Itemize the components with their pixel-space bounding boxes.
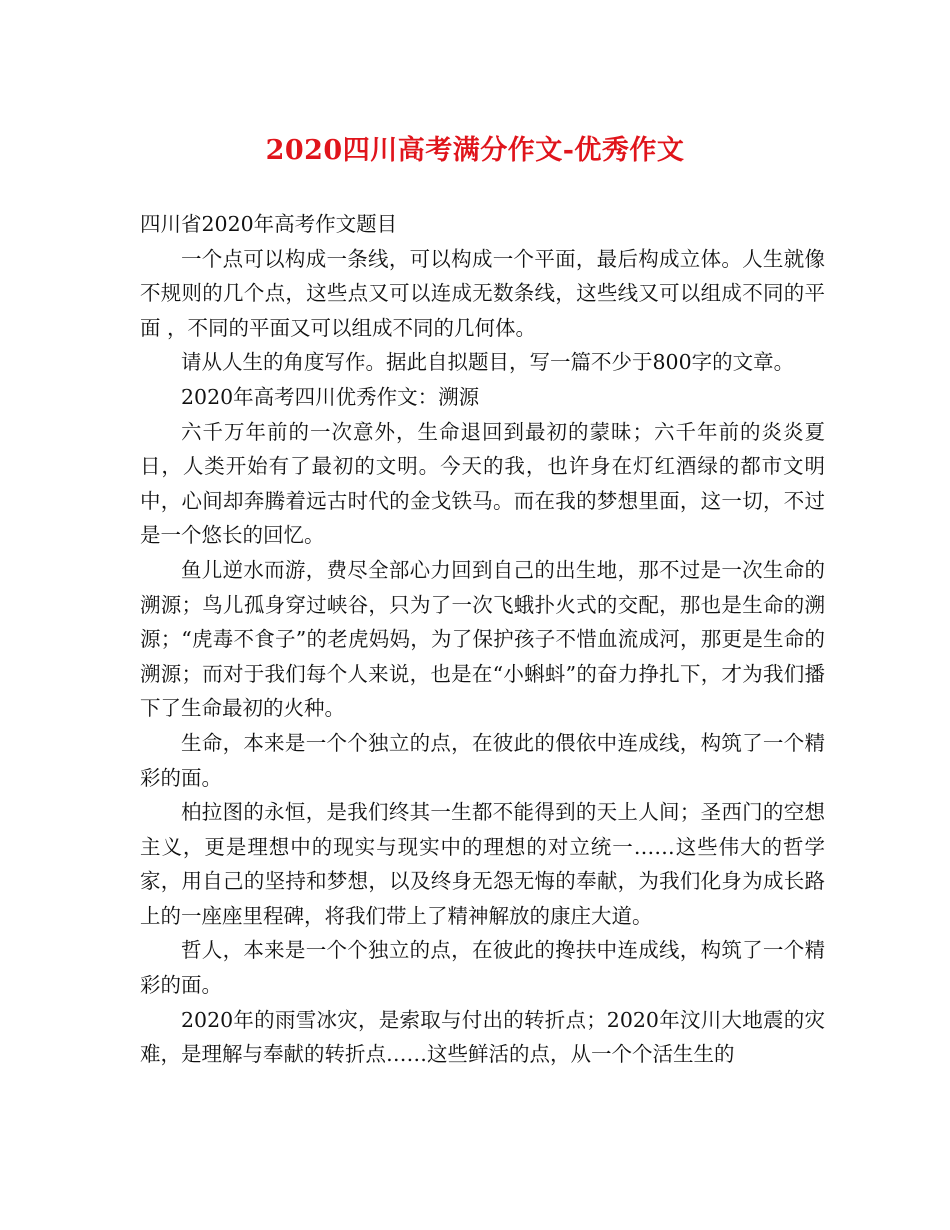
essay-paragraph: 2020年的雨雪冰灾，是索取与付出的转折点；2020年汶川大地震的灾难，是理解与奉献的转折点……这些鲜活的点，从一个个活生生的 (140, 1007, 825, 1067)
essay-heading: 2020年高考四川优秀作文：溯源 (181, 384, 480, 409)
instruction-paragraph: 请从人生的角度写作。据此自拟题目，写一篇不少于800字的文章。 (181, 350, 795, 375)
essay-paragraph: 生命，本来是一个个独立的点，在彼此的偎依中连成线，构筑了一个精彩的面。 (140, 730, 825, 790)
prompt-paragraph: 一个点可以构成一条线，可以构成一个平面，最后构成立体。人生就像不规则的几个点，这些点又可以连成无数条线，这些线又可以组成不同的平面 ，不同的平面又可以组成不同的几何体。 (140, 246, 825, 340)
essay-paragraph: 哲人，本来是一个个独立的点，在彼此的搀扶中连成线，构筑了一个精彩的面。 (140, 938, 825, 998)
document-title: 2020四川高考满分作文-优秀作文 (265, 135, 685, 166)
essay-paragraph: 六千万年前的一次意外，生命退回到最初的蒙昧；六千年前的炎炎夏日，人类开始有了最初的文明。今天的我，也许身在灯红酒绿的都市文明中，心间却奔腾着远古时代的金戈铁马。而在我的梦想里面，这一切，不过是一个悠长的回忆。 (140, 419, 825, 548)
question-heading: 四川省2020年高考作文题目 (140, 212, 398, 236)
essay-paragraph: 鱼儿逆水而游，费尽全部心力回到自己的出生地，那不过是一次生命的溯源；鸟儿孤身穿过峡谷，只为了一次飞蛾扑火式的交配，那也是生命的溯源；“虎毒不食子”的老虎妈妈，为了保护孩子不惜血流成河，那更是生命的溯源；而对于我们每个人来说，也是在“小蝌蚪”的奋力挣扎下，才为我们播下了生命最初的火种。 (140, 557, 825, 721)
essay-paragraph: 柏拉图的永恒，是我们终其一生都不能得到的天上人间；圣西门的空想主义，更是理想中的现实与现实中的理想的对立统一……这些伟大的哲学家，用自己的坚持和梦想，以及终身无怨无悔的奉献，为我们化身为成长路上的一座座里程碑，将我们带上了精神解放的康庄大道。 (140, 800, 825, 928)
document-body (140, 207, 825, 1072)
